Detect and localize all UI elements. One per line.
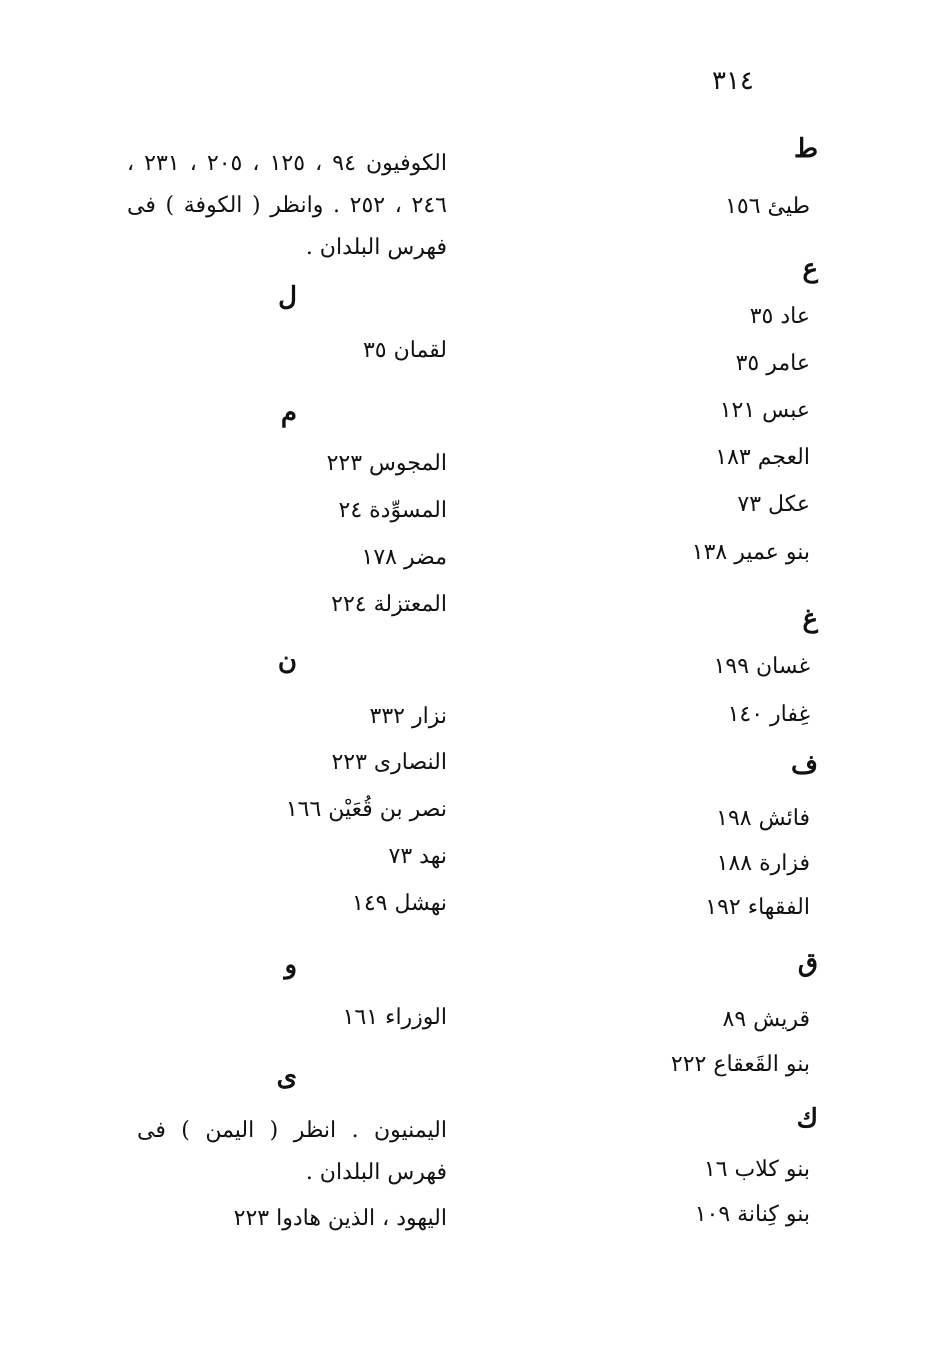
index-entry-yamaniyyun: اليمنيون . انظر ( اليمن ) فى فهرس البلدان . (137, 1118, 447, 1185)
section-letter-ghain: غ (802, 604, 818, 634)
index-entry: نصر بن قُعَيْن ١٦٦ (285, 797, 447, 822)
section-letter-kaf: ك (796, 1104, 818, 1134)
index-entry: غسان ١٩٩ (713, 654, 810, 679)
index-entry: نهشل ١٤٩ (352, 891, 447, 916)
section-letter-ta: ط (793, 134, 818, 164)
section-letter-ain: ع (802, 254, 818, 284)
index-entry: الفقهاء ١٩٢ (705, 895, 810, 920)
index-entry: قريش ٨٩ (722, 1007, 810, 1032)
index-entry: غِفار ١٤٠ (727, 702, 810, 727)
index-entry: اليهود ، الذين هادوا ٢٢٣ (233, 1206, 447, 1231)
index-entry: المعتزلة ٢٢٤ (331, 592, 447, 617)
index-entry: بنو القَعقاع ٢٢٢ (670, 1052, 810, 1077)
section-letter-mim: م (280, 398, 297, 428)
index-entry: عاد ٣٥ (749, 304, 810, 329)
index-entry: المجوس ٢٢٣ (326, 451, 447, 476)
index-entry: نهد ٧٣ (388, 844, 447, 869)
index-entry: نزار ٣٣٢ (369, 704, 447, 729)
index-entry: بنو كِنانة ١٠٩ (694, 1202, 810, 1227)
index-entry: بنو عمير ١٣٨ (691, 540, 810, 565)
index-entry: المسوِّدة ٢٤ (338, 498, 447, 523)
page-number: ٣١٤ (712, 66, 754, 96)
index-entry: عكل ٧٣ (737, 492, 810, 517)
section-letter-waw: و (284, 950, 297, 980)
index-entry: عامر ٣٥ (735, 351, 810, 376)
section-letter-fa: ف (791, 750, 818, 780)
index-entry: مضر ١٧٨ (361, 545, 447, 570)
section-letter-ya: ى (276, 1062, 297, 1092)
index-entry: النصارى ٢٢٣ (331, 750, 447, 775)
section-letter-lam: ل (278, 282, 297, 312)
index-entry: الوزراء ١٦١ (342, 1005, 447, 1030)
section-letter-qaf: ق (797, 948, 818, 978)
index-entry: طيئ ١٥٦ (725, 194, 810, 219)
index-entry: العجم ١٨٣ (715, 445, 810, 470)
index-entry: بنو كلاب ١٦ (703, 1157, 810, 1182)
index-entry: فائش ١٩٨ (716, 806, 810, 831)
index-entry-kufiyyun: الكوفيون ٩٤ ، ١٢٥ ، ٢٠٥ ، ٢٣١ ، ٢٤٦ ، ٢٥٢ . وانظر ( الكوفة ) فى فهرس البلدان . (127, 151, 447, 260)
index-entry: فزارة ١٨٨ (716, 851, 810, 876)
index-entry: عبس ١٢١ (719, 398, 810, 423)
section-letter-nun: ن (277, 646, 297, 676)
index-entry: لقمان ٣٥ (362, 338, 447, 363)
